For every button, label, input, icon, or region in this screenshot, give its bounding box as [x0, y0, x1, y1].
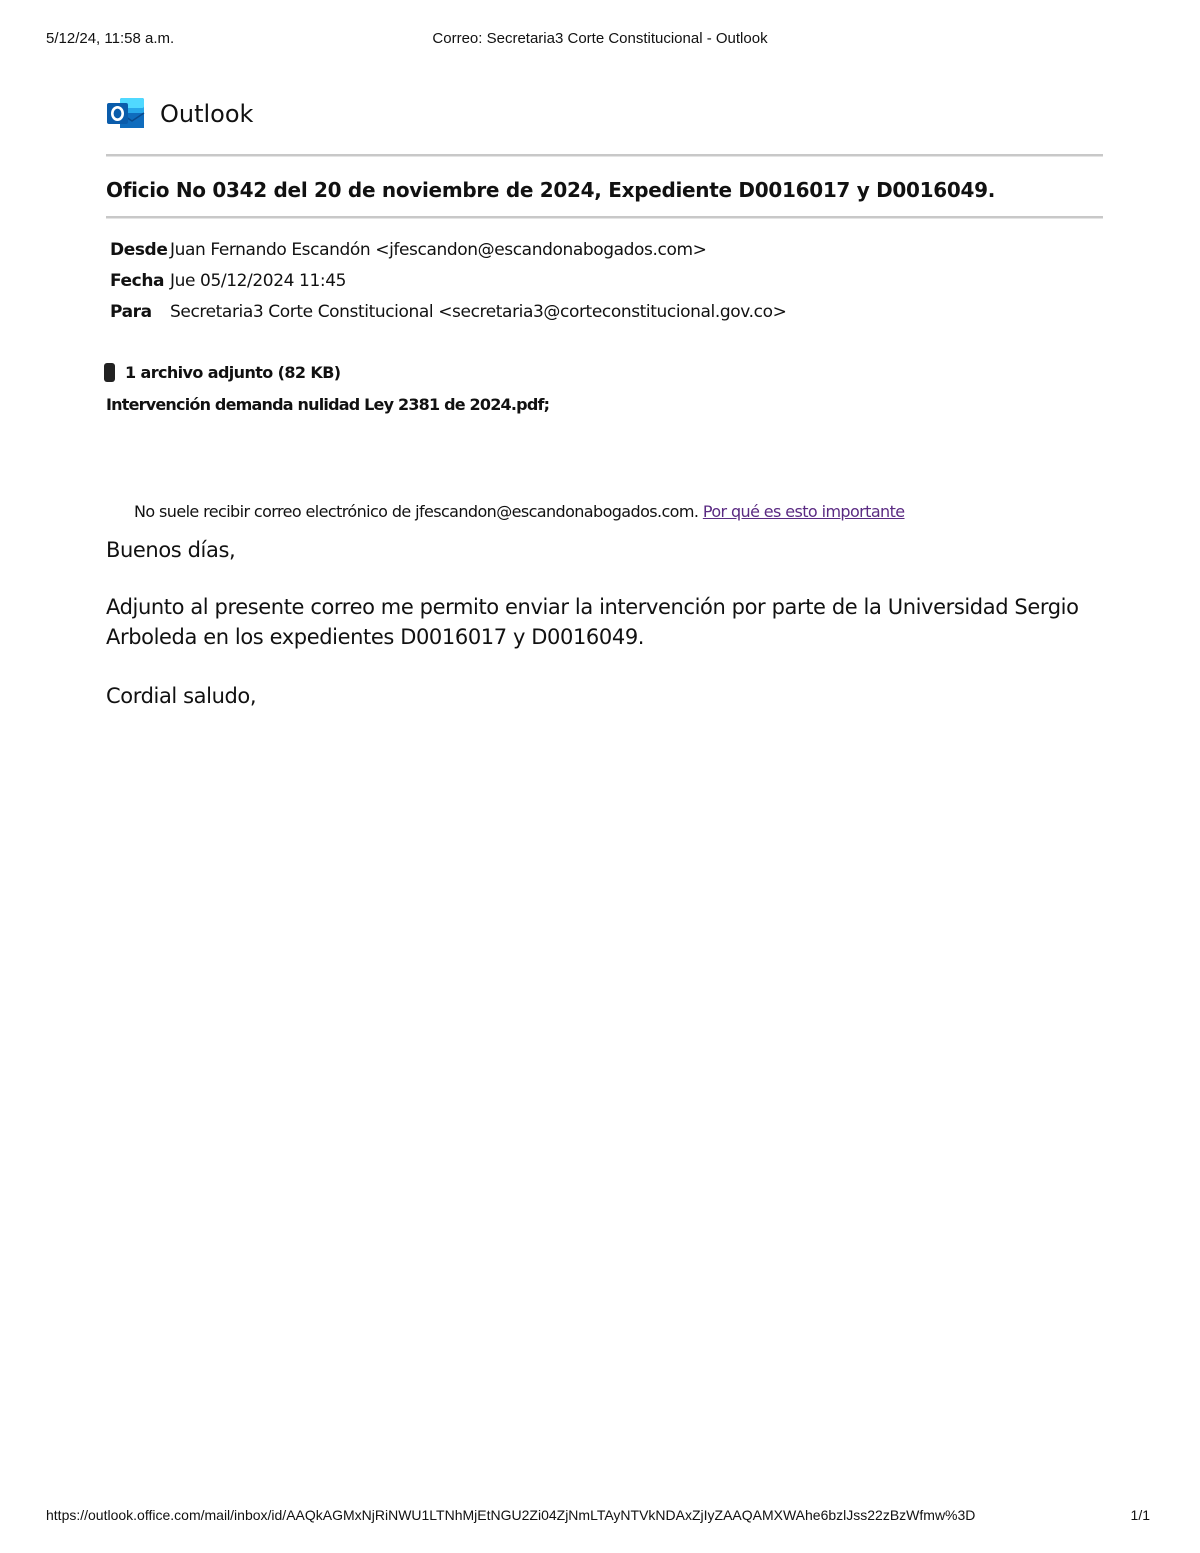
sender-notice — [134, 502, 905, 521]
from-row — [110, 240, 706, 260]
date-value: Jue 05/12/2024 11:45 — [170, 271, 347, 291]
to-value: Secretaria3 Corte Constitucional <secretaria3@corteconstitucional.gov.co> — [170, 302, 787, 322]
divider — [106, 216, 1103, 219]
page-number: 1/1 — [1130, 1507, 1150, 1523]
message-subject: Oficio No 0342 del 20 de noviembre de 2024, Expediente D0016017 y D0016049. — [106, 178, 996, 202]
body-closing: Cordial saludo, — [106, 684, 257, 708]
body-greeting: Buenos días, — [106, 538, 236, 562]
print-url: https://outlook.office.com/mail/inbox/id/AAQkAGMxNjRiNWU1LTNhMjEtNGU2Zi04ZjNmLTAyNTVkNDAxZjIyZAAQAMXWAhe6bzlJss22zBzWfmw%3D — [46, 1507, 976, 1523]
from-value: Juan Fernando Escandón <jfescandon@escandonabogados.com> — [170, 240, 707, 260]
from-label: Desde — [110, 240, 168, 260]
date-label: Fecha — [110, 271, 165, 291]
print-footer — [46, 1507, 1150, 1527]
print-page-title: Correo: Secretaria3 Corte Constitucional - Outlook — [432, 30, 768, 47]
attachments-summary — [104, 363, 341, 382]
attachment-file[interactable]: Intervención demanda nulidad Ley 2381 de 2024.pdf; — [106, 395, 550, 414]
divider — [106, 154, 1103, 157]
body-paragraph: Adjunto al presente correo me permito enviar la intervención por parte de la Universidad Sergio Arboleda en los expedientes D0016017 y D0016049. — [106, 595, 1079, 649]
to-row — [110, 302, 786, 322]
brand-name: Outlook — [160, 100, 254, 128]
paperclip-icon — [104, 363, 115, 382]
outlook-logo-icon — [106, 96, 146, 132]
date-row — [110, 271, 346, 291]
attachments-count: 1 archivo adjunto (82 KB) — [125, 363, 341, 382]
to-label: Para — [110, 302, 152, 322]
notice-link[interactable]: Por qué es esto importante — [702, 502, 905, 521]
brand — [106, 96, 253, 132]
print-datetime: 5/12/24, 11:58 a.m. — [46, 30, 175, 47]
print-header — [46, 30, 1154, 50]
notice-text: No suele recibir correo electrónico de jfescandon@escandonabogados.com. — [134, 502, 699, 521]
